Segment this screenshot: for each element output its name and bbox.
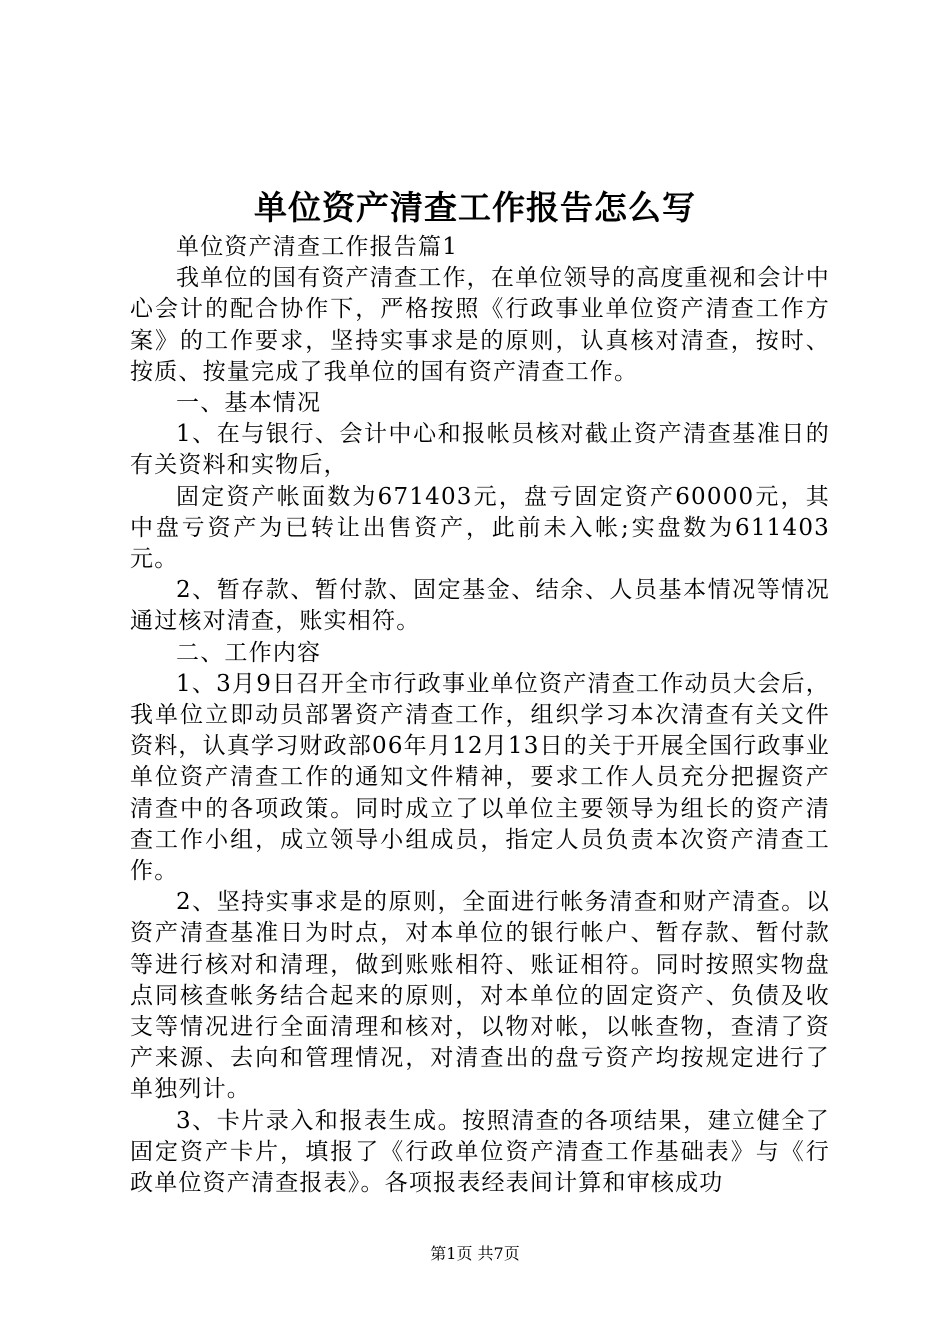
section-heading: 单位资产清查工作报告篇1 [176,234,459,260]
section-heading: 二、工作内容 [176,639,322,666]
section-heading: 一、基本情况 [176,390,322,417]
paragraph: 1、3月9日召开全市行政事业单位资产清查工作动员大会后，我单位立即动员部署资产清查工作，组织学习本次清查有关文件资料，认真学习财政部06年月12月13日的关于开展全国行政事业单位资产清查工作的通知文件精神，要求工作人员充分把握资产清查中的各项政策。同时成立了以单位主要领导为组长的资产清查工作小组，成立领导小组成员，指定人员负责本次资产清查工作。 [130,670,830,885]
paragraph: 我单位的国有资产清查工作，在单位领导的高度重视和会计中心会计的配合协作下，严格按照《行政事业单位资产清查工作方案》的工作要求，坚持实事求是的原则，认真核对清查，按时、按质、按量完成了我单位的国有资产清查工作。 [130,265,830,385]
document-body [130,232,830,1199]
paragraph: 1、在与银行、会计中心和报帐员核对截止资产清查基准日的有关资料和实物后， [130,421,830,479]
paragraph: 3、卡片录入和报表生成。按照清查的各项结果，建立健全了固定资产卡片，填报了《行政单位资产清查工作基础表》与《行政单位资产清查报表》。各项报表经表间计算和审核成功 [130,1107,830,1197]
paragraph: 2、暂存款、暂付款、固定基金、结余、人员基本情况等情况通过核对清查，账实相符。 [130,577,830,635]
page-number-footer: 第1页 共7页 [430,1244,520,1263]
document-title: 单位资产清查工作报告怎么写 [254,188,696,227]
paragraph: 固定资产帐面数为671403元，盘亏固定资产60000元，其中盘亏资产为已转让出售资产，此前未入帐;实盘数为611403元。 [130,483,830,573]
paragraph: 2、坚持实事求是的原则，全面进行帐务清查和财产清查。以资产清查基准日为时点，对本单位的银行帐户、暂存款、暂付款等进行核对和清理，做到账账相符、账证相符。同时按照实物盘点同核查帐务结合起来的原则，对本单位的固定资产、负债及收支等情况进行全面清理和核对，以物对帐，以帐查物，查清了资产来源、去向和管理情况，对清查出的盘亏资产均按规定进行了单独列计。 [130,889,830,1103]
